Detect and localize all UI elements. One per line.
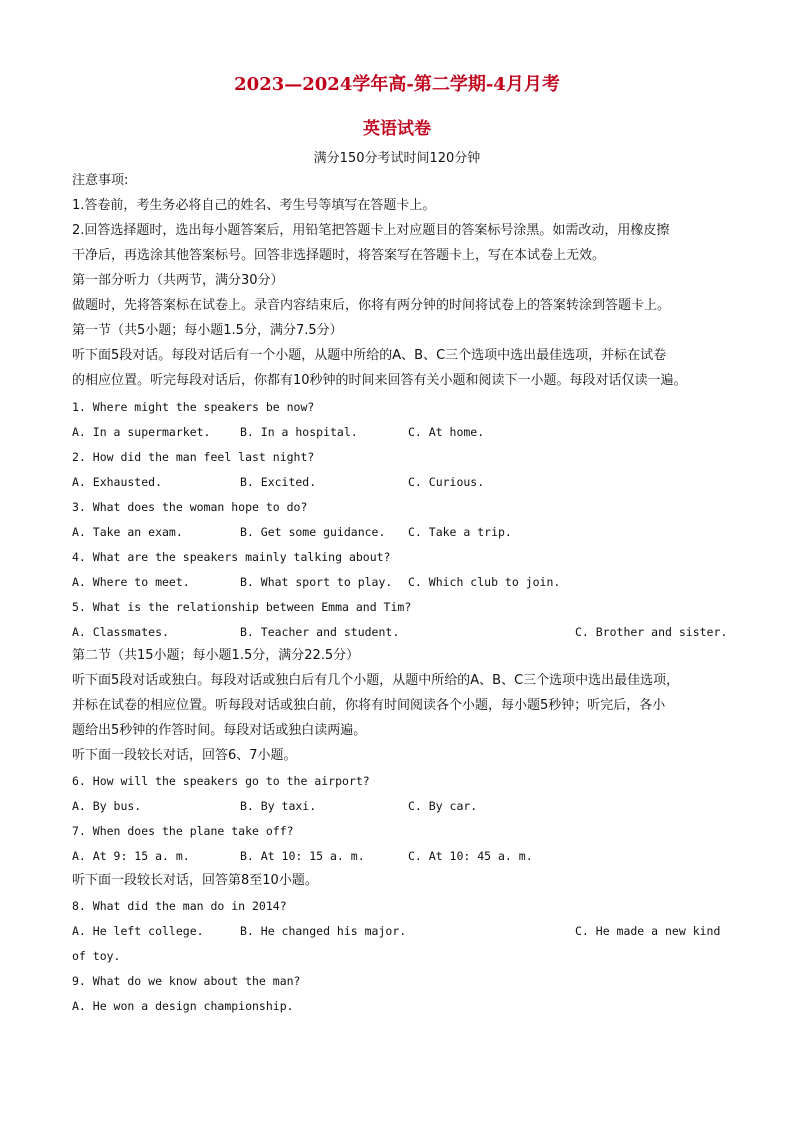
part1-heading: 第一部分听力（共两节，满分30分） <box>72 273 284 288</box>
subject-title: 英语试卷 <box>363 119 431 139</box>
section2-instruction-line-2: 并标在试卷的相应位置。听每段对话或独白前，你将有时间阅读各个小题，每小题5秒钟；听完后，各小 <box>72 698 666 713</box>
question-1-option-c: C. At home. <box>408 425 485 439</box>
exam-info: 满分150分考试时间120分钟 <box>313 151 481 166</box>
exam-title: 2023—2024学年高-第二学期-4月月考 <box>234 74 560 95</box>
question-1-option-b: B. In a hospital. <box>240 425 358 439</box>
section2-heading: 第二节（共15小题；每小题1.5分，满分22.5分） <box>72 648 360 663</box>
lead-questions-8-10: 听下面一段较长对话，回答第8至10小题。 <box>72 873 318 888</box>
question-5-option-c: C. Brother and sister. <box>575 625 728 639</box>
question-3-option-c: C. Take a trip. <box>408 525 512 539</box>
question-9-option-a: A. He won a design championship. <box>72 999 294 1013</box>
question-3-option-b: B. Get some guidance. <box>240 525 386 539</box>
question-6-option-a: A. By bus. <box>72 799 142 813</box>
question-6-option-b: B. By taxi. <box>240 799 317 813</box>
question-5-option-b: B. Teacher and student. <box>240 625 400 639</box>
question-2-option-c: C. Curious. <box>408 475 485 489</box>
notice-item-2-line-2: 干净后，再选涂其他答案标号。回答非选择题时，将答案写在答题卡上，写在本试卷上无效。 <box>72 248 606 263</box>
question-3-option-a: A. Take an exam. <box>72 525 183 539</box>
question-8-option-c: C. He made a new kind <box>575 924 721 938</box>
question-8-option-a: A. He left college. <box>72 924 204 938</box>
question-6-stem: 6. How will the speakers go to the airport? <box>72 774 370 788</box>
lead-questions-6-7: 听下面一段较长对话，回答6、7小题。 <box>72 748 297 763</box>
section1-instruction-line-2: 的相应位置。听完每段对话后，你都有10秒钟的时间来回答有关小题和阅读下一小题。每段对话仅读一遍。 <box>72 373 687 388</box>
section2-instruction-line-3: 题给出5秒钟的作答时间。每段对话或独白读两遍。 <box>72 723 367 738</box>
question-6-option-c: C. By car. <box>408 799 478 813</box>
question-7-stem: 7. When does the plane take off? <box>72 824 294 838</box>
question-4-option-a: A. Where to meet. <box>72 575 190 589</box>
notice-heading: 注意事项: <box>72 173 129 188</box>
question-9-stem: 9. What do we know about the man? <box>72 974 301 988</box>
question-1-option-a: A. In a supermarket. <box>72 425 211 439</box>
part1-instruction: 做题时，先将答案标在试卷上。录音内容结束后，你将有两分钟的时间将试卷上的答案转涂到答题卡上。 <box>72 298 671 313</box>
question-7-option-c: C. At 10: 45 a. m. <box>408 849 533 863</box>
question-5-stem: 5. What is the relationship between Emma and Tim? <box>72 600 412 614</box>
notice-item-2-line-1: 2.回答选择题时，选出每小题答案后，用铅笔把答题卡上对应题目的答案标号涂黑。如需改动，用橡皮擦 <box>72 223 670 238</box>
question-7-option-b: B. At 10: 15 a. m. <box>240 849 365 863</box>
question-8-option-c-continued: of toy. <box>72 949 121 963</box>
notice-item-1: 1.答卷前，考生务必将自己的姓名、考生号等填写在答题卡上。 <box>72 198 436 213</box>
section1-heading: 第一节（共5小题；每小题1.5分，满分7.5分） <box>72 323 343 338</box>
question-2-option-a: A. Exhausted. <box>72 475 163 489</box>
question-8-stem: 8. What did the man do in 2014? <box>72 899 287 913</box>
question-1-stem: 1. Where might the speakers be now? <box>72 400 315 414</box>
question-8-option-b: B. He changed his major. <box>240 924 407 938</box>
question-7-option-a: A. At 9: 15 a. m. <box>72 849 190 863</box>
section2-instruction-line-1: 听下面5段对话或独白。每段对话或独白后有几个小题，从题中所给的A、B、C三个选项中选出最佳选项， <box>72 673 680 688</box>
question-2-stem: 2. How did the man feel last night? <box>72 450 315 464</box>
section1-instruction-line-1: 听下面5段对话。每段对话后有一个小题，从题中所给的A、B、C三个选项中选出最佳选项，并标在试卷 <box>72 348 667 363</box>
question-4-option-c: C. Which club to join. <box>408 575 561 589</box>
question-5-option-a: A. Classmates. <box>72 625 169 639</box>
question-4-stem: 4. What are the speakers mainly talking about? <box>72 550 391 564</box>
question-4-option-b: B. What sport to play. <box>240 575 393 589</box>
question-3-stem: 3. What does the woman hope to do? <box>72 500 308 514</box>
question-2-option-b: B. Excited. <box>240 475 317 489</box>
